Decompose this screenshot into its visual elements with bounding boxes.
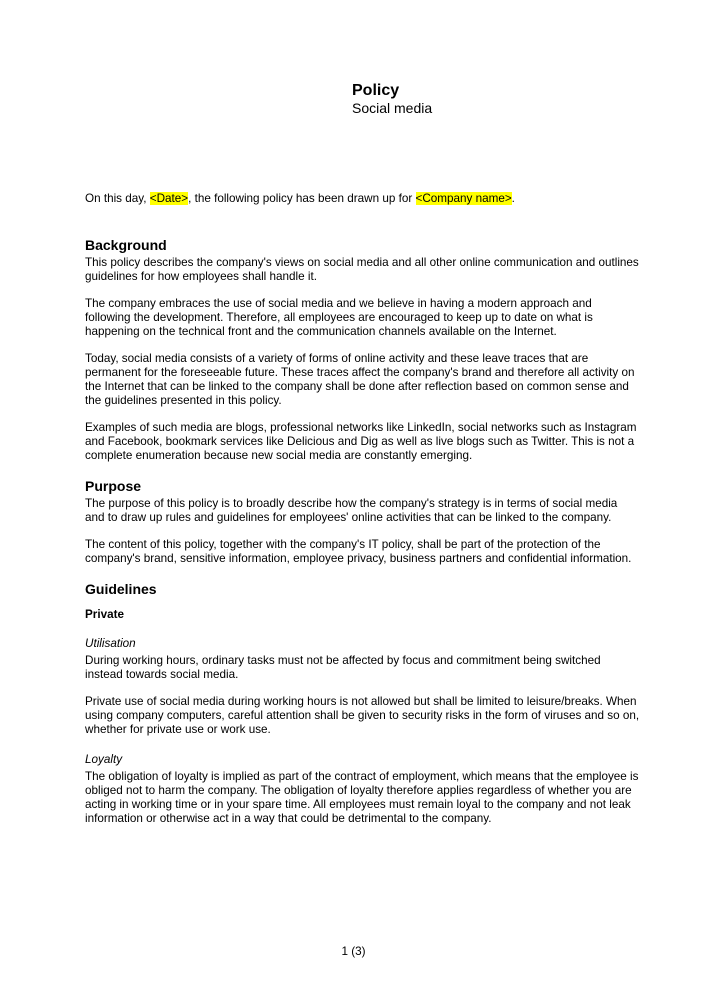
background-paragraph-4: Examples of such media are blogs, professional networks like LinkedIn, social networks such as Instagram and Facebook, bookmark services like Delicious and Dig as well as live blogs such as Twitter. This is not a complete enumeration because new social media are constantly emerging. [85,421,637,462]
document-content [85,0,640,839]
utilisation-paragraph-1: During working hours, ordinary tasks must not be affected by focus and commitment being switched instead towards social media. [85,654,601,681]
purpose-paragraph-1: The purpose of this policy is to broadly describe how the company's strategy is in terms of social media and to draw up rules and guidelines for employees' online activities that can be linked to the company. [85,497,618,524]
loyalty-paragraph-1: The obligation of loyalty is implied as part of the contract of employment, which means that the employee is obliged not to harm the company. The obligation of loyalty therefore applies regardless of whether you are acting in working time or in your spare time. All employees must remain loyal to the company and not leak information or otherwise act in a way that could be detrimental to the company. [85,770,639,825]
document-subtitle: Social media [352,100,433,116]
intro-line [85,192,640,206]
background-paragraph-2: The company embraces the use of social media and we believe in having a modern approach and following the development. Therefore, all employees are encouraged to keep up to date on what is happening on the technical front and the communication channels available on the Internet. [85,297,593,338]
intro-suffix: . [511,192,515,205]
purpose-paragraph-2: The content of this policy, together with the company's IT policy, shall be part of the protection of the company's brand, sensitive information, employee privacy, business partners and confidential information. [85,538,632,565]
background-paragraph-1: This policy describes the company's views on social media and all other online communication and outlines guidelines for how employees shall handle it. [85,256,639,283]
section-heading-background: Background [85,237,167,253]
utilisation-paragraph-2: Private use of social media during working hours is not allowed but shall be limited to leisure/breaks. When using company computers, careful attention shall be given to security risks in the form of viruses and so on, whether for private use or work use. [85,695,640,736]
title-block [352,82,640,116]
subsection-heading-private: Private [85,608,124,621]
topic-heading-utilisation: Utilisation [85,637,136,650]
section-heading-guidelines: Guidelines [85,581,157,597]
page-number: 1 (3) [341,945,366,958]
intro-prefix: On this day, [85,192,150,205]
document-title: Policy [352,82,400,99]
intro-middle: , the following policy has been drawn up for [188,192,416,205]
date-placeholder[interactable]: <Date> [149,192,189,205]
company-name-placeholder[interactable]: <Company name> [415,192,512,205]
topic-heading-loyalty: Loyalty [85,753,123,766]
background-paragraph-3: Today, social media consists of a variety of forms of online activity and these leave traces that are permanent for the foreseeable future. These traces affect the company's brand and therefore all activity on the Internet that can be linked to the company shall be done after reflection based on common sense and the guidelines presented in this policy. [85,352,635,407]
section-heading-purpose: Purpose [85,478,142,494]
